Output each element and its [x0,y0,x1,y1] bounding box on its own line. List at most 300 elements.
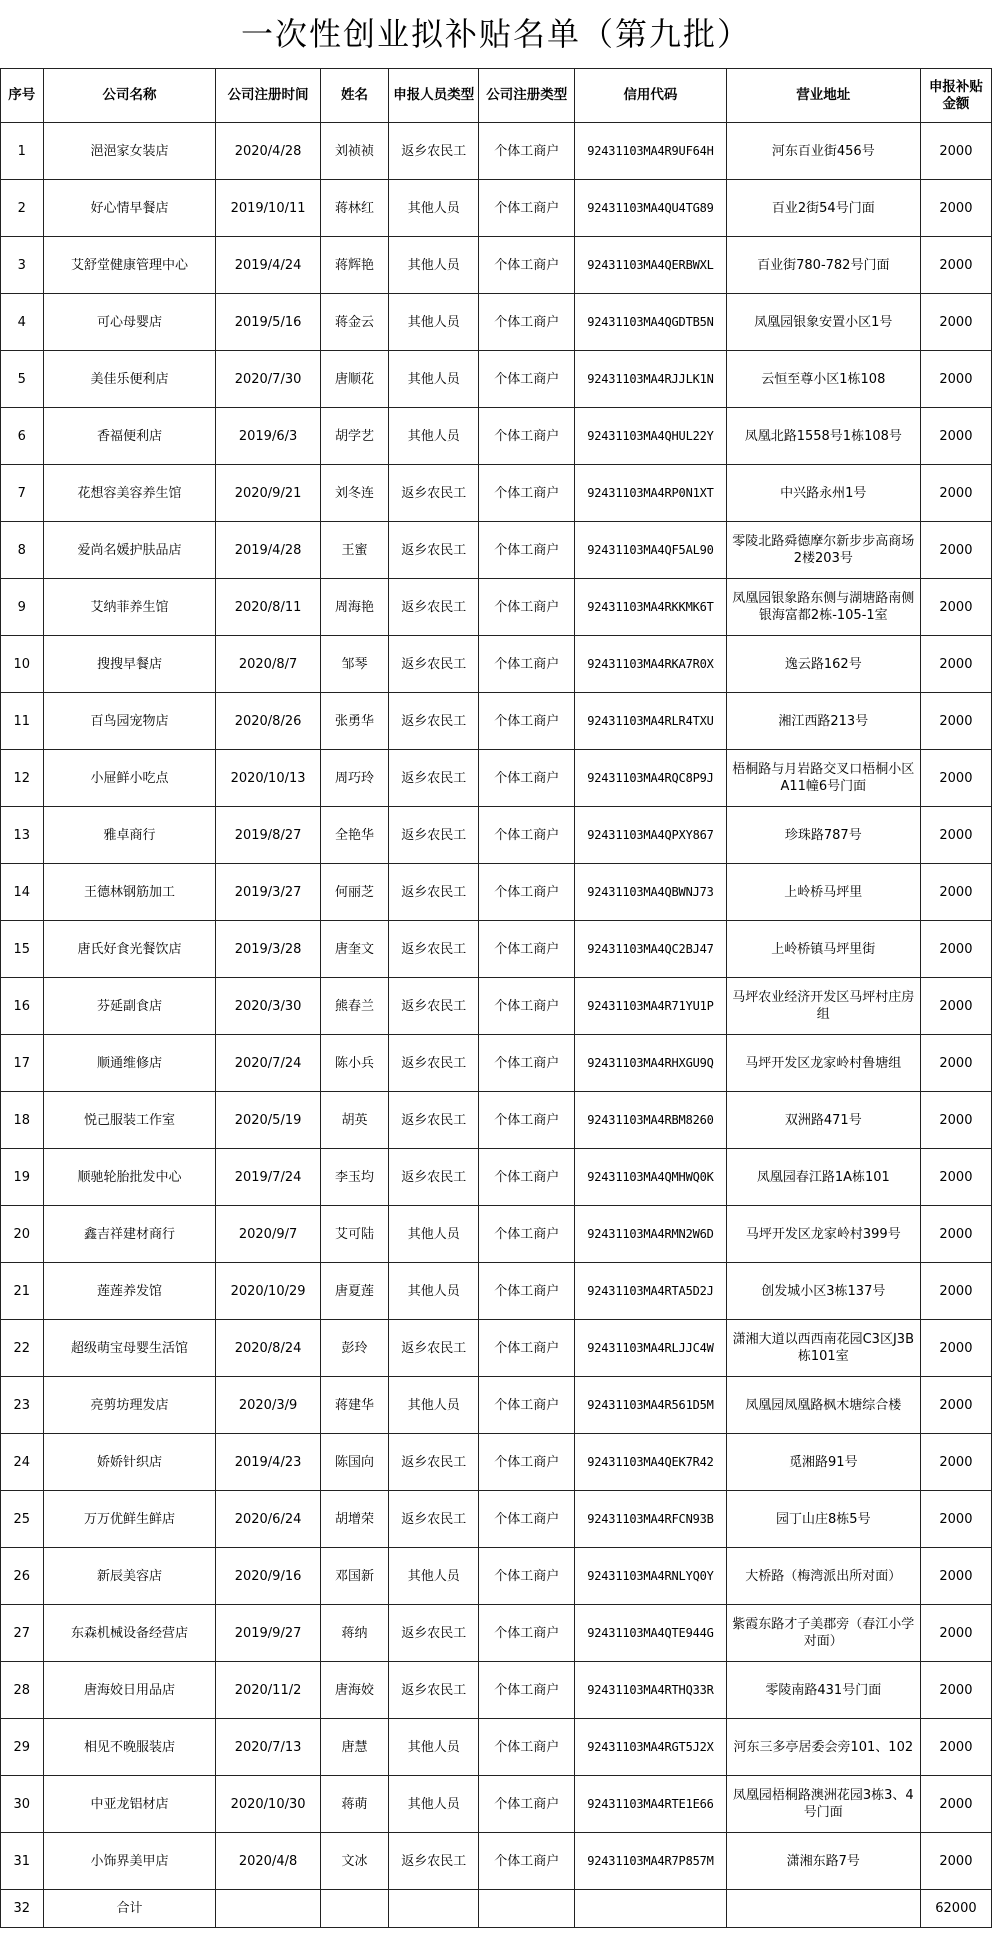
credit-code-cell: 92431103MA4RLJJC4W [575,1320,727,1377]
credit-code-cell: 92431103MA4QMHWQ0K [575,1149,727,1206]
column-header-registration-date: 公司注册时间 [216,69,320,123]
index-cell: 26 [1,1548,44,1605]
person-name-cell: 唐慧 [320,1719,389,1776]
company-type-cell: 个体工商户 [479,1776,575,1833]
column-header-business-address: 营业地址 [726,69,920,123]
business-address-cell: 河东百业街456号 [726,123,920,180]
person-name-cell: 蒋金云 [320,294,389,351]
company-name-cell: 艾纳菲养生馆 [43,579,216,636]
applicant-type-cell: 返乡农民工 [389,807,479,864]
registration-date-cell: 2019/8/27 [216,807,320,864]
company-name-cell: 雅卓商行 [43,807,216,864]
column-header-subsidy-amount: 申报补贴金额 [920,69,991,123]
person-name-cell: 陈国向 [320,1434,389,1491]
registration-date-cell: 2020/3/30 [216,978,320,1035]
company-name-cell: 顺通维修店 [43,1035,216,1092]
applicant-type-cell: 返乡农民工 [389,579,479,636]
person-name-cell: 胡学艺 [320,408,389,465]
business-address-cell: 潇湘大道以西西南花园C3区J3B栋101室 [726,1320,920,1377]
company-type-cell: 个体工商户 [479,636,575,693]
applicant-type-cell: 返乡农民工 [389,465,479,522]
company-name-cell: 唐氏好食光餐饮店 [43,921,216,978]
subsidy-amount-cell: 2000 [920,579,991,636]
person-name-cell: 刘祯祯 [320,123,389,180]
index-cell: 10 [1,636,44,693]
business-address-cell: 梧桐路与月岩路交叉口梧桐小区A11幢6号门面 [726,750,920,807]
registration-date-cell: 2020/4/28 [216,123,320,180]
registration-date-cell: 2019/3/28 [216,921,320,978]
credit-code-cell: 92431103MA4R7P857M [575,1833,727,1890]
index-cell: 30 [1,1776,44,1833]
registration-date-cell: 2020/9/7 [216,1206,320,1263]
table-body [1,123,992,1928]
person-name-cell: 唐奎文 [320,921,389,978]
index-cell: 23 [1,1377,44,1434]
company-type-cell: 个体工商户 [479,864,575,921]
table-row [1,807,992,864]
company-type-cell: 个体工商户 [479,978,575,1035]
applicant-type-cell: 返乡农民工 [389,1662,479,1719]
company-name-cell: 亮剪坊理发店 [43,1377,216,1434]
credit-code-cell: 92431103MA4RTA5D2J [575,1263,727,1320]
subsidy-amount-cell: 2000 [920,180,991,237]
total-empty-cell [479,1890,575,1928]
index-cell: 7 [1,465,44,522]
company-name-cell: 顺驰轮胎批发中心 [43,1149,216,1206]
registration-date-cell: 2019/6/3 [216,408,320,465]
company-name-cell: 浥浥家女装店 [43,123,216,180]
index-cell: 1 [1,123,44,180]
subsidy-amount-cell: 2000 [920,237,991,294]
credit-code-cell: 92431103MA4QC2BJ47 [575,921,727,978]
credit-code-cell: 92431103MA4QBWNJ73 [575,864,727,921]
credit-code-cell: 92431103MA4RBM8260 [575,1092,727,1149]
applicant-type-cell: 返乡农民工 [389,750,479,807]
company-type-cell: 个体工商户 [479,294,575,351]
subsidy-amount-cell: 2000 [920,408,991,465]
business-address-cell: 百业2街54号门面 [726,180,920,237]
subsidy-amount-cell: 2000 [920,693,991,750]
index-cell: 9 [1,579,44,636]
table-row [1,1776,992,1833]
table-row [1,1434,992,1491]
company-name-cell: 爱尚名媛护肤品店 [43,522,216,579]
applicant-type-cell: 返乡农民工 [389,1491,479,1548]
column-header-company-type: 公司注册类型 [479,69,575,123]
applicant-type-cell: 其他人员 [389,1719,479,1776]
table-row [1,921,992,978]
person-name-cell: 唐海姣 [320,1662,389,1719]
column-header-applicant-type: 申报人员类型 [389,69,479,123]
applicant-type-cell: 返乡农民工 [389,1149,479,1206]
credit-code-cell: 92431103MA4RLR4TXU [575,693,727,750]
table-row [1,1833,992,1890]
table-row [1,123,992,180]
registration-date-cell: 2020/7/24 [216,1035,320,1092]
column-header-company-name: 公司名称 [43,69,216,123]
person-name-cell: 蒋纳 [320,1605,389,1662]
index-cell: 2 [1,180,44,237]
registration-date-cell: 2020/8/24 [216,1320,320,1377]
business-address-cell: 凤凰园春江路1A栋101 [726,1149,920,1206]
business-address-cell: 中兴路永州1号 [726,465,920,522]
index-cell: 29 [1,1719,44,1776]
applicant-type-cell: 其他人员 [389,1263,479,1320]
business-address-cell: 马坪开发区龙家岭村399号 [726,1206,920,1263]
table-row [1,864,992,921]
subsidy-amount-cell: 2000 [920,921,991,978]
credit-code-cell: 92431103MA4RHXGU9Q [575,1035,727,1092]
applicant-type-cell: 返乡农民工 [389,1833,479,1890]
company-type-cell: 个体工商户 [479,1035,575,1092]
registration-date-cell: 2019/4/24 [216,237,320,294]
subsidy-amount-cell: 2000 [920,1719,991,1776]
person-name-cell: 胡英 [320,1092,389,1149]
total-empty-cell [216,1890,320,1928]
table-row [1,1092,992,1149]
credit-code-cell: 92431103MA4R71YU1P [575,978,727,1035]
applicant-type-cell: 其他人员 [389,351,479,408]
applicant-type-cell: 返乡农民工 [389,1605,479,1662]
company-name-cell: 鑫吉祥建材商行 [43,1206,216,1263]
credit-code-cell: 92431103MA4RMN2W6D [575,1206,727,1263]
company-type-cell: 个体工商户 [479,693,575,750]
registration-date-cell: 2020/4/8 [216,1833,320,1890]
subsidy-amount-cell: 2000 [920,1035,991,1092]
credit-code-cell: 92431103MA4QGDTB5N [575,294,727,351]
business-address-cell: 云恒至尊小区1栋108 [726,351,920,408]
company-name-cell: 东森机械设备经营店 [43,1605,216,1662]
company-type-cell: 个体工商户 [479,351,575,408]
person-name-cell: 熊春兰 [320,978,389,1035]
business-address-cell: 逸云路162号 [726,636,920,693]
subsidy-amount-cell: 2000 [920,1434,991,1491]
business-address-cell: 零陵南路431号门面 [726,1662,920,1719]
subsidy-amount-cell: 2000 [920,1605,991,1662]
credit-code-cell: 92431103MA4QHUL22Y [575,408,727,465]
company-name-cell: 美佳乐便利店 [43,351,216,408]
registration-date-cell: 2019/4/28 [216,522,320,579]
index-cell: 6 [1,408,44,465]
business-address-cell: 凤凰北路1558号1栋108号 [726,408,920,465]
company-type-cell: 个体工商户 [479,1092,575,1149]
subsidy-amount-cell: 2000 [920,1833,991,1890]
company-type-cell: 个体工商户 [479,750,575,807]
applicant-type-cell: 返乡农民工 [389,522,479,579]
table-row [1,1548,992,1605]
business-address-cell: 凤凰园银象安置小区1号 [726,294,920,351]
applicant-type-cell: 返乡农民工 [389,1035,479,1092]
company-name-cell: 花想容美容养生馆 [43,465,216,522]
table-row [1,636,992,693]
total-empty-cell [320,1890,389,1928]
applicant-type-cell: 其他人员 [389,1776,479,1833]
registration-date-cell: 2020/9/16 [216,1548,320,1605]
person-name-cell: 刘冬连 [320,465,389,522]
table-row [1,1206,992,1263]
total-index-cell: 32 [1,1890,44,1928]
index-cell: 16 [1,978,44,1035]
business-address-cell: 马坪开发区龙家岭村鲁塘组 [726,1035,920,1092]
total-empty-cell [575,1890,727,1928]
business-address-cell: 上岭桥马坪里 [726,864,920,921]
subsidy-amount-cell: 2000 [920,1776,991,1833]
company-type-cell: 个体工商户 [479,408,575,465]
company-name-cell: 可心母婴店 [43,294,216,351]
table-row [1,1377,992,1434]
index-cell: 15 [1,921,44,978]
company-name-cell: 莲莲养发馆 [43,1263,216,1320]
total-empty-cell [726,1890,920,1928]
company-name-cell: 相见不晚服装店 [43,1719,216,1776]
company-type-cell: 个体工商户 [479,1548,575,1605]
index-cell: 22 [1,1320,44,1377]
applicant-type-cell: 其他人员 [389,294,479,351]
company-type-cell: 个体工商户 [479,1263,575,1320]
table-row [1,180,992,237]
subsidy-amount-cell: 2000 [920,123,991,180]
person-name-cell: 唐夏莲 [320,1263,389,1320]
subsidy-amount-cell: 2000 [920,1320,991,1377]
company-type-cell: 个体工商户 [479,1206,575,1263]
person-name-cell: 蒋建华 [320,1377,389,1434]
credit-code-cell: 92431103MA4RQC8P9J [575,750,727,807]
registration-date-cell: 2020/8/7 [216,636,320,693]
business-address-cell: 上岭桥镇马坪里街 [726,921,920,978]
registration-date-cell: 2020/8/26 [216,693,320,750]
company-name-cell: 超级萌宝母婴生活馆 [43,1320,216,1377]
total-label-cell: 合计 [43,1890,216,1928]
registration-date-cell: 2020/7/30 [216,351,320,408]
applicant-type-cell: 返乡农民工 [389,921,479,978]
company-name-cell: 新辰美容店 [43,1548,216,1605]
table-row [1,693,992,750]
company-name-cell: 王德林钢筋加工 [43,864,216,921]
total-amount-cell: 62000 [920,1890,991,1928]
registration-date-cell: 2020/10/13 [216,750,320,807]
subsidy-amount-cell: 2000 [920,294,991,351]
company-type-cell: 个体工商户 [479,1491,575,1548]
column-header-person-name: 姓名 [320,69,389,123]
company-name-cell: 娇娇针织店 [43,1434,216,1491]
index-cell: 11 [1,693,44,750]
credit-code-cell: 92431103MA4RFCN93B [575,1491,727,1548]
business-address-cell: 河东三多亭居委会旁101、102 [726,1719,920,1776]
credit-code-cell: 92431103MA4QU4TG89 [575,180,727,237]
business-address-cell: 珍珠路787号 [726,807,920,864]
applicant-type-cell: 其他人员 [389,1377,479,1434]
credit-code-cell: 92431103MA4RP0N1XT [575,465,727,522]
company-name-cell: 香福便利店 [43,408,216,465]
company-name-cell: 百鸟园宠物店 [43,693,216,750]
registration-date-cell: 2020/8/11 [216,579,320,636]
person-name-cell: 邹琴 [320,636,389,693]
applicant-type-cell: 其他人员 [389,1548,479,1605]
index-cell: 25 [1,1491,44,1548]
subsidy-amount-cell: 2000 [920,864,991,921]
credit-code-cell: 92431103MA4R561D5M [575,1377,727,1434]
subsidy-amount-cell: 2000 [920,1092,991,1149]
business-address-cell: 零陵北路舜德摩尔新步步高商场2楼203号 [726,522,920,579]
subsidy-amount-cell: 2000 [920,978,991,1035]
company-name-cell: 小屉鲜小吃点 [43,750,216,807]
table-row [1,294,992,351]
company-type-cell: 个体工商户 [479,237,575,294]
index-cell: 5 [1,351,44,408]
company-type-cell: 个体工商户 [479,579,575,636]
person-name-cell: 蒋萌 [320,1776,389,1833]
credit-code-cell: 92431103MA4RTE1E66 [575,1776,727,1833]
registration-date-cell: 2019/10/11 [216,180,320,237]
business-address-cell: 凤凰园凤凰路枫木塘综合楼 [726,1377,920,1434]
credit-code-cell: 92431103MA4RNLYQ0Y [575,1548,727,1605]
index-cell: 3 [1,237,44,294]
registration-date-cell: 2019/9/27 [216,1605,320,1662]
person-name-cell: 艾可陆 [320,1206,389,1263]
credit-code-cell: 92431103MA4QEK7R42 [575,1434,727,1491]
company-type-cell: 个体工商户 [479,1719,575,1776]
company-type-cell: 个体工商户 [479,807,575,864]
person-name-cell: 邓国新 [320,1548,389,1605]
business-address-cell: 湘江西路213号 [726,693,920,750]
applicant-type-cell: 返乡农民工 [389,123,479,180]
index-cell: 8 [1,522,44,579]
table-row [1,1605,992,1662]
registration-date-cell: 2019/4/23 [216,1434,320,1491]
table-row [1,579,992,636]
table-row [1,978,992,1035]
business-address-cell: 紫霞东路才子美郡旁（春江小学对面） [726,1605,920,1662]
applicant-type-cell: 返乡农民工 [389,1434,479,1491]
business-address-cell: 马坪农业经济开发区马坪村庄房组 [726,978,920,1035]
credit-code-cell: 92431103MA4QF5AL90 [575,522,727,579]
registration-date-cell: 2019/3/27 [216,864,320,921]
table-row [1,351,992,408]
company-name-cell: 悦己服装工作室 [43,1092,216,1149]
company-name-cell: 好心情早餐店 [43,180,216,237]
subsidy-amount-cell: 2000 [920,1206,991,1263]
person-name-cell: 全艳华 [320,807,389,864]
credit-code-cell: 92431103MA4RKA7R0X [575,636,727,693]
person-name-cell: 周巧玲 [320,750,389,807]
table-row [1,1491,992,1548]
table-row [1,522,992,579]
company-type-cell: 个体工商户 [479,123,575,180]
subsidy-amount-cell: 2000 [920,1548,991,1605]
table-row [1,1719,992,1776]
credit-code-cell: 92431103MA4R9UF64H [575,123,727,180]
applicant-type-cell: 返乡农民工 [389,693,479,750]
table-row [1,750,992,807]
table-row [1,465,992,522]
table-row [1,408,992,465]
company-name-cell: 芬延副食店 [43,978,216,1035]
index-cell: 24 [1,1434,44,1491]
registration-date-cell: 2020/6/24 [216,1491,320,1548]
index-cell: 19 [1,1149,44,1206]
credit-code-cell: 92431103MA4QERBWXL [575,237,727,294]
credit-code-cell: 92431103MA4QTE944G [575,1605,727,1662]
index-cell: 13 [1,807,44,864]
company-name-cell: 小饰界美甲店 [43,1833,216,1890]
business-address-cell: 觅湘路91号 [726,1434,920,1491]
company-name-cell: 艾舒堂健康管理中心 [43,237,216,294]
business-address-cell: 潇湘东路7号 [726,1833,920,1890]
column-header-credit-code: 信用代码 [575,69,727,123]
applicant-type-cell: 其他人员 [389,408,479,465]
page-title: 一次性创业拟补贴名单（第九批） [240,15,751,53]
subsidy-amount-cell: 2000 [920,807,991,864]
applicant-type-cell: 其他人员 [389,180,479,237]
company-type-cell: 个体工商户 [479,1434,575,1491]
index-cell: 18 [1,1092,44,1149]
person-name-cell: 胡增荣 [320,1491,389,1548]
index-cell: 28 [1,1662,44,1719]
person-name-cell: 蒋辉艳 [320,237,389,294]
person-name-cell: 李玉均 [320,1149,389,1206]
applicant-type-cell: 返乡农民工 [389,636,479,693]
index-cell: 4 [1,294,44,351]
applicant-type-cell: 返乡农民工 [389,864,479,921]
business-address-cell: 园丁山庄8栋5号 [726,1491,920,1548]
table-row [1,1035,992,1092]
applicant-type-cell: 返乡农民工 [389,978,479,1035]
company-name-cell: 唐海姣日用品店 [43,1662,216,1719]
table-row [1,1263,992,1320]
index-cell: 14 [1,864,44,921]
business-address-cell: 双洲路471号 [726,1092,920,1149]
company-name-cell: 中亚龙铝材店 [43,1776,216,1833]
table-header-row [1,69,992,123]
subsidy-amount-cell: 2000 [920,1149,991,1206]
registration-date-cell: 2019/7/24 [216,1149,320,1206]
table-row [1,1149,992,1206]
company-type-cell: 个体工商户 [479,522,575,579]
company-type-cell: 个体工商户 [479,180,575,237]
credit-code-cell: 92431103MA4RKKMK6T [575,579,727,636]
registration-date-cell: 2020/7/13 [216,1719,320,1776]
person-name-cell: 周海艳 [320,579,389,636]
person-name-cell: 蒋林红 [320,180,389,237]
total-empty-cell [389,1890,479,1928]
index-cell: 27 [1,1605,44,1662]
registration-date-cell: 2020/5/19 [216,1092,320,1149]
applicant-type-cell: 其他人员 [389,237,479,294]
company-type-cell: 个体工商户 [479,1149,575,1206]
business-address-cell: 凤凰园银象路东侧与湖塘路南侧银海富都2栋-105-1室 [726,579,920,636]
index-cell: 17 [1,1035,44,1092]
registration-date-cell: 2020/3/9 [216,1377,320,1434]
credit-code-cell: 92431103MA4QPXY867 [575,807,727,864]
table-row [1,237,992,294]
table-row [1,1320,992,1377]
subsidy-amount-cell: 2000 [920,465,991,522]
credit-code-cell: 92431103MA4RTHQ33R [575,1662,727,1719]
total-row [1,1890,992,1928]
company-name-cell: 万万优鲜生鲜店 [43,1491,216,1548]
subsidy-table [0,68,992,1928]
person-name-cell: 何丽芝 [320,864,389,921]
business-address-cell: 凤凰园梧桐路澳洲花园3栋3、4号门面 [726,1776,920,1833]
applicant-type-cell: 其他人员 [389,1206,479,1263]
person-name-cell: 陈小兵 [320,1035,389,1092]
person-name-cell: 王蜜 [320,522,389,579]
index-cell: 20 [1,1206,44,1263]
company-type-cell: 个体工商户 [479,1833,575,1890]
business-address-cell: 大桥路（梅湾派出所对面） [726,1548,920,1605]
subsidy-amount-cell: 2000 [920,1263,991,1320]
index-cell: 21 [1,1263,44,1320]
